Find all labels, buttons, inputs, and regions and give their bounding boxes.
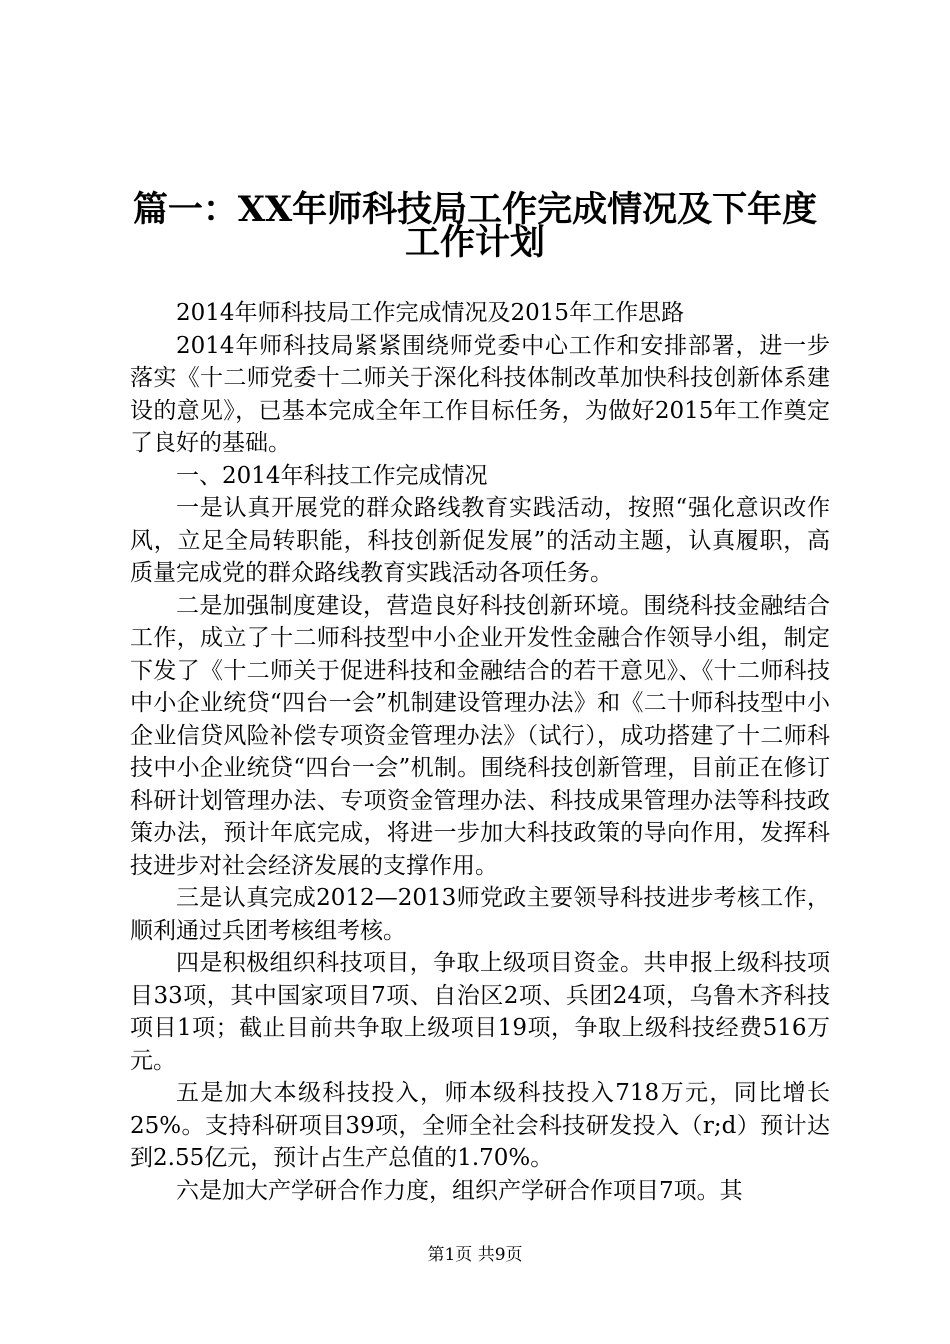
document-title-line-1: 篇一：XX年师科技局工作完成情况及下年度 [132,189,818,230]
paragraph-subtitle: 2014年师科技局工作完成情况及2015年工作思路 [176,300,685,326]
paragraph: 二是加强制度建设，营造良好科技创新环境。围绕科技金融结合工作，成立了十二师科技型中小企业开发性金融合作领导小组，制定下发了《十二师关于促进科技和金融结合的若干意见》、《十二师科技中小企业统贷“四台一会”机制建设管理办法》和《二十师科技型中小企业信贷风险补偿专项资金管理办法》（试行），成功搭建了十二师科技中小企业统贷“四台一会”机制。围绕科技创新管理，目前正在修订科研计划管理办法、专项资金管理办法、科技成果管理办法等科技政策办法，预计年底完成，将进一步加大科技政策的导向作用，发挥科技进步对社会经济发展的支撑作用。 [130,592,830,879]
paragraph: 一是认真开展党的群众路线教育实践活动，按照“强化意识改作风，立足全局转职能，科技创新促发展”的活动主题，认真履职，高质量完成党的群众路线教育实践活动各项任务。 [130,495,830,586]
section-heading: 一、2014年科技工作完成情况 [176,462,488,489]
paragraph: 五是加大本级科技投入，师本级科技投入718万元，同比增长25%。支持科研项目39项，全师全社会科技研发投入（r;d）预计达到2.55亿元，预计占生产总值的1.70%。 [130,1080,830,1171]
document-body [130,297,830,1207]
paragraph: 2014年师科技局紧紧围绕师党委中心工作和安排部署，进一步落实《十二师党委十二师关于深化科技体制改革加快科技创新体系建设的意见》，已基本完成全年工作目标任务，为做好2015年工作奠定了良好的基础。 [130,332,830,456]
page-number-footer: 第1页 共9页 [427,1245,523,1265]
document-title-line-2: 工作计划 [404,222,545,263]
paragraph: 四是积极组织科技项目，争取上级项目资金。共申报上级科技项目33项，其中国家项目7项、自治区2项、兵团24项，乌鲁木齐科技项目1项；截止目前共争取上级项目19项，争取上级科技经费516万元。 [130,950,830,1074]
paragraph: 六是加大产学研合作力度，组织产学研合作项目7项。其 [176,1177,743,1204]
paragraph: 三是认真完成2012—2013师党政主要领导科技进步考核工作，顺利通过兵团考核组考核。 [130,885,830,944]
